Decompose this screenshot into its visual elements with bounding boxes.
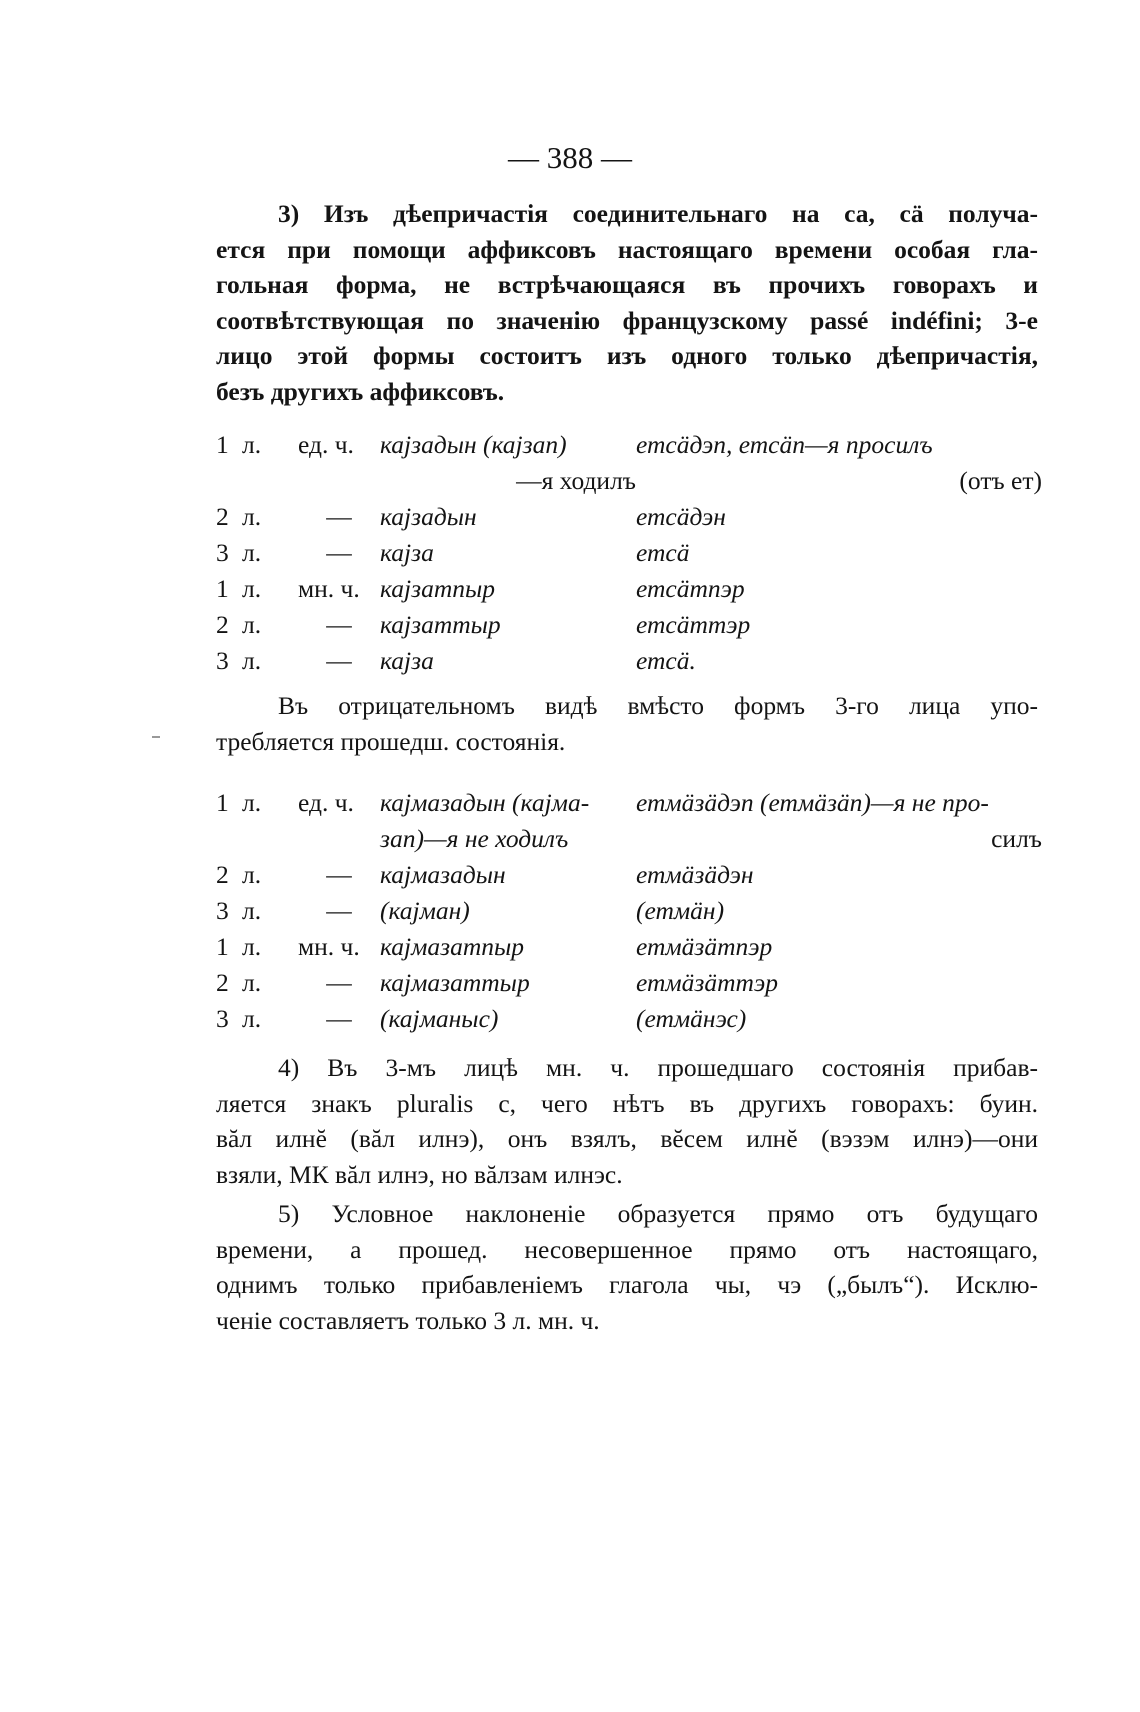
row-person: л. bbox=[242, 896, 262, 925]
row-form: кајмазадын (кајма- bbox=[380, 788, 590, 817]
row-number: 1 bbox=[216, 574, 229, 603]
row-number: 2 bbox=[216, 860, 229, 889]
row-grammar: мн. ч. bbox=[298, 574, 360, 603]
text-line: гольная форма, не встрѣчающаяся въ прочихъ говорахъ и bbox=[216, 270, 1038, 299]
row-form: кајзадын (кајзап) bbox=[380, 430, 567, 459]
row-person: л. bbox=[242, 538, 262, 567]
table-row bbox=[216, 466, 1042, 502]
row-grammar: — bbox=[326, 646, 352, 675]
row-number: 3 bbox=[216, 646, 229, 675]
paragraph-4 bbox=[216, 1050, 1038, 1192]
row-translation: (етмäн) bbox=[636, 896, 725, 925]
text-line: требляется прошедш. состоянія. bbox=[216, 726, 566, 756]
row-number bbox=[216, 466, 242, 502]
row-person: л. bbox=[242, 574, 262, 603]
table-row bbox=[216, 610, 1042, 646]
row-form: кајзадын bbox=[380, 502, 477, 531]
row-person: л. bbox=[242, 968, 262, 997]
row-translation: етмäзäтпэр bbox=[636, 932, 773, 961]
table-row bbox=[216, 502, 1042, 538]
row-form: кајзатпыр bbox=[380, 574, 496, 603]
text-line: лицо этой формы состоитъ изъ одного только дѣепричастія, bbox=[216, 341, 1038, 370]
row-number: 2 bbox=[216, 610, 229, 639]
row-grammar: — bbox=[326, 538, 352, 567]
row-form: —я ходилъ bbox=[516, 466, 636, 495]
text-line: однимъ только прибавленіемъ глагола чы, чэ („былъ“). Исклю- bbox=[216, 1270, 1038, 1299]
row-translation: етсäдэн bbox=[636, 502, 726, 531]
row-grammar: — bbox=[326, 1004, 352, 1033]
row-form: кајза bbox=[380, 538, 434, 567]
row-translation: етмäзäдэн bbox=[636, 860, 754, 889]
paragraph-3 bbox=[216, 196, 1038, 409]
table-row bbox=[216, 430, 1042, 466]
text-line: ляется знакъ pluralis с, чего нѣтъ въ другихъ говорахъ: буин. bbox=[216, 1088, 1038, 1118]
text-line: ченіе составляетъ только 3 л. мн. ч. bbox=[216, 1305, 600, 1335]
table-row bbox=[216, 932, 1042, 968]
text-line: взяли, МК вăл илнэ, но вăлзам илнэс. bbox=[216, 1159, 623, 1189]
row-grammar: мн. ч. bbox=[298, 932, 360, 961]
text-line: ется при помощи аффиксовъ настоящаго времени особая гла- bbox=[216, 234, 1038, 264]
row-form: кајзаттыр bbox=[380, 610, 501, 639]
row-person: л. bbox=[242, 1004, 262, 1033]
row-form: кајза bbox=[380, 646, 434, 675]
row-translation: силъ bbox=[991, 824, 1042, 853]
row-number: 1 bbox=[216, 788, 229, 817]
paragraph-5 bbox=[216, 1196, 1038, 1338]
row-translation: етсäтпэр bbox=[636, 574, 745, 603]
text-line: безъ другихъ аффиксовъ. bbox=[216, 376, 505, 406]
row-person: л. bbox=[242, 646, 262, 675]
text-line: 4) Въ 3-мъ лицѣ мн. ч. прошедшаго состоянія прибав- bbox=[278, 1053, 1038, 1082]
row-grammar: — bbox=[326, 860, 352, 889]
row-translation: етмäзäдэп (етмäзäп)—я не про- bbox=[636, 788, 989, 817]
scan-mark bbox=[152, 736, 160, 738]
row-form: кајмазатпыр bbox=[380, 932, 525, 961]
row-translation: етсä. bbox=[636, 646, 696, 675]
paradigm-table-affirmative bbox=[216, 430, 1042, 682]
row-form: кајмазаттыр bbox=[380, 968, 530, 997]
table-row bbox=[216, 788, 1042, 824]
row-grammar: ед. ч. bbox=[298, 788, 354, 817]
row-form: кајмазадын bbox=[380, 860, 506, 889]
row-person: л. bbox=[242, 430, 262, 459]
row-number: 3 bbox=[216, 896, 229, 925]
row-grammar: — bbox=[326, 968, 352, 997]
text-line: соотвѣтствующая по значенію французскому passé indéfini; 3-е bbox=[216, 305, 1038, 335]
row-person: л. bbox=[242, 502, 262, 531]
row-form: (кајман) bbox=[380, 896, 470, 925]
row-translation: (етмäнэс) bbox=[636, 1004, 747, 1033]
page-number: — 388 — bbox=[508, 140, 632, 175]
row-person: л. bbox=[242, 788, 262, 817]
row-grammar: — bbox=[326, 610, 352, 639]
table-row bbox=[216, 824, 1042, 860]
text-line: 3) Изъ дѣепричастія соединительнаго на са, сä получа- bbox=[278, 199, 1038, 228]
row-person bbox=[242, 466, 298, 502]
row-form: (кајманыс) bbox=[380, 1004, 499, 1033]
row-person: л. bbox=[242, 610, 262, 639]
text-line: вăл илнĕ (вăл илнэ), онъ взялъ, вĕсем илнĕ (вэзэм илнэ)—они bbox=[216, 1124, 1038, 1153]
row-translation: етсäттэр bbox=[636, 610, 751, 639]
table-row bbox=[216, 860, 1042, 896]
row-grammar: — bbox=[326, 502, 352, 531]
row-translation: етсäдэп, етсäп—я просилъ bbox=[636, 430, 933, 459]
table-row bbox=[216, 968, 1042, 1004]
row-form: зап)—я не ходилъ bbox=[380, 824, 569, 853]
table-row bbox=[216, 1004, 1042, 1040]
table-row bbox=[216, 896, 1042, 932]
row-number: 3 bbox=[216, 538, 229, 567]
text-line: времени, а прошед. несовершенное прямо отъ настоящаго, bbox=[216, 1234, 1038, 1264]
paragraph-negative bbox=[216, 688, 1038, 759]
row-person: л. bbox=[242, 932, 262, 961]
table-row bbox=[216, 646, 1042, 682]
row-grammar: ед. ч. bbox=[298, 430, 354, 459]
paradigm-table-negative bbox=[216, 788, 1042, 1040]
row-number bbox=[216, 824, 242, 860]
table-row bbox=[216, 574, 1042, 610]
text-line: 5) Условное наклоненіе образуется прямо отъ будущаго bbox=[278, 1199, 1038, 1228]
row-grammar bbox=[298, 824, 380, 860]
row-number: 3 bbox=[216, 1004, 229, 1033]
row-person bbox=[242, 824, 298, 860]
row-number: 1 bbox=[216, 932, 229, 961]
row-person: л. bbox=[242, 860, 262, 889]
row-translation: (отъ ет) bbox=[959, 466, 1042, 495]
row-number: 2 bbox=[216, 502, 229, 531]
text-line: Въ отрицательномъ видѣ вмѣсто формъ 3-го лица упо- bbox=[278, 691, 1038, 720]
row-number: 1 bbox=[216, 430, 229, 459]
row-translation: етсä bbox=[636, 538, 690, 567]
row-grammar: — bbox=[326, 896, 352, 925]
row-number: 2 bbox=[216, 968, 229, 997]
table-row bbox=[216, 538, 1042, 574]
row-grammar bbox=[298, 466, 380, 502]
row-translation: етмäзäттэр bbox=[636, 968, 778, 997]
